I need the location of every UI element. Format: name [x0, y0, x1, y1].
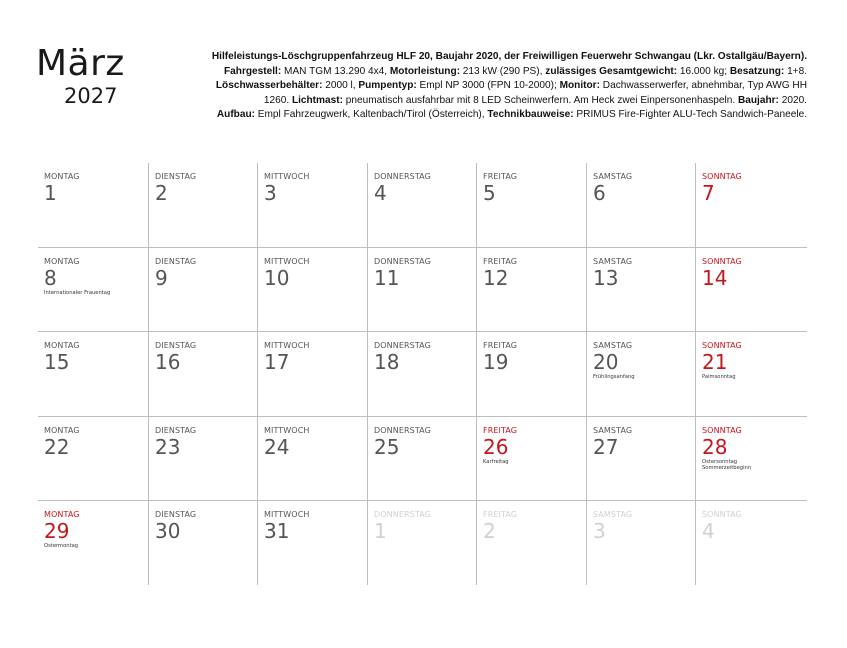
weekday-label: DIENSTAG	[155, 341, 197, 350]
description-text: Empl NP 3000 (FPN 10-2000);	[416, 80, 560, 92]
weekday-label: MITTWOCH	[264, 341, 310, 350]
description-text: Dachwasserwerfer, abnehmbar, Typ AWG HH	[599, 80, 807, 92]
weekday-label: SONNTAG	[702, 341, 742, 350]
calendar-day-cell	[476, 332, 586, 416]
weekday-label: MITTWOCH	[264, 425, 310, 435]
description-label: Löschwasserbehälter:	[215, 80, 323, 92]
calendar-week-row	[38, 331, 807, 416]
day-note: Ostermontag	[44, 543, 79, 549]
weekday-label: DIENSTAG	[155, 256, 197, 266]
description-text: 2000 l,	[322, 80, 359, 92]
weekday-label: SONNTAG	[702, 425, 742, 435]
calendar-day-cell	[38, 248, 148, 332]
description-label: Monitor:	[559, 80, 600, 92]
weekday-label: FREITAG	[483, 256, 518, 266]
description-label: Lichtmast:	[291, 94, 343, 106]
day-number: 27	[593, 434, 619, 459]
description-line-2	[167, 65, 807, 80]
day-number: 22	[44, 434, 70, 459]
description-text: 2020.	[778, 94, 807, 106]
day-number: 29	[44, 519, 70, 543]
day-number: 31	[264, 519, 290, 543]
calendar-day-cell	[148, 332, 257, 416]
weekday-label: SAMSTAG	[593, 341, 633, 350]
calendar-day-cell	[38, 163, 148, 247]
day-number: 26	[483, 434, 509, 459]
day-number: 14	[702, 265, 728, 290]
month-year: 2027	[64, 84, 118, 108]
day-number: 4	[374, 181, 387, 205]
description-line-1	[167, 50, 807, 65]
weekday-label: SAMSTAG	[593, 256, 633, 266]
month-name: März	[36, 43, 125, 84]
day-note: Frühlingsanfang	[593, 374, 635, 380]
description-line-4	[167, 94, 807, 109]
day-note: Palmsonntag	[702, 374, 736, 380]
calendar-week-row	[38, 500, 807, 585]
day-number: 9	[155, 265, 168, 290]
description-text: 16.000 kg;	[677, 65, 730, 77]
calendar-day-cell	[586, 501, 695, 585]
day-number: 3	[593, 519, 606, 543]
weekday-label: FREITAG	[483, 425, 518, 435]
calendar-day-cell	[695, 417, 807, 501]
calendar-day-cell	[257, 332, 367, 416]
day-number: 24	[264, 434, 290, 459]
day-number: 20	[593, 350, 619, 374]
day-number: 3	[264, 181, 277, 205]
calendar-day-cell	[148, 163, 257, 247]
calendar-day-cell	[586, 248, 695, 332]
description-label: Aufbau:	[216, 109, 255, 121]
day-number: 6	[593, 181, 606, 205]
calendar-day-cell	[367, 417, 476, 501]
description-title: Hilfeleistungs-Löschgruppenfahrzeug HLF 20, Baujahr 2020, der Freiwilligen Feuerwehr Schwangau (Lkr. Ostallgäu/Bayern).	[211, 51, 807, 62]
weekday-label: MITTWOCH	[264, 510, 310, 519]
calendar-day-cell	[257, 248, 367, 332]
weekday-label: FREITAG	[483, 341, 518, 350]
description-text: pneumatisch ausfahrbar mit 8 LED Scheinwerfern. Am Heck zwei Einpersonenhaspeln.	[342, 94, 738, 106]
calendar-day-cell	[476, 501, 586, 585]
calendar-day-cell	[476, 248, 586, 332]
description-text: MAN TGM 13.290 4x4,	[281, 65, 390, 77]
day-note: Karfreitag	[483, 458, 509, 465]
weekday-label: FREITAG	[483, 510, 518, 519]
description-label: Technikbauweise:	[487, 109, 574, 121]
calendar-day-cell	[367, 501, 476, 585]
description-text: 213 kW (290 PS),	[459, 65, 546, 77]
weekday-label: DIENSTAG	[155, 425, 197, 435]
day-note: Sommerzeitbeginn	[702, 465, 752, 472]
weekday-label: FREITAG	[483, 172, 518, 181]
day-number: 25	[374, 434, 400, 459]
weekday-label: DIENSTAG	[155, 172, 197, 181]
calendar-day-cell	[148, 248, 257, 332]
calendar-day-cell	[695, 248, 807, 332]
calendar-day-cell	[695, 332, 807, 416]
description-line-5	[167, 108, 807, 123]
day-number: 19	[483, 350, 509, 374]
day-number: 8	[44, 265, 57, 290]
description-label: Besatzung:	[729, 65, 785, 77]
calendar-day-cell	[257, 163, 367, 247]
calendar-day-cell	[367, 332, 476, 416]
vehicle-description	[167, 50, 807, 123]
day-number: 5	[483, 181, 496, 205]
day-note: Ostersonntag	[702, 458, 738, 465]
weekday-label: SONNTAG	[702, 510, 742, 519]
calendar-day-cell	[476, 417, 586, 501]
calendar-grid	[38, 163, 807, 585]
day-number: 10	[264, 265, 290, 290]
description-label: zulässiges Gesamtgewicht:	[545, 65, 678, 77]
day-number: 23	[155, 434, 181, 459]
weekday-label: MONTAG	[44, 172, 80, 181]
weekday-label: DONNERSTAG	[374, 172, 431, 181]
description-text: 1260.	[263, 94, 292, 106]
calendar-day-cell	[38, 332, 148, 416]
description-label: Baujahr:	[737, 94, 779, 106]
day-number: 7	[702, 181, 715, 205]
day-number: 15	[44, 350, 70, 374]
day-number: 30	[155, 519, 181, 543]
weekday-label: MITTWOCH	[264, 172, 310, 181]
day-number: 28	[702, 434, 728, 459]
weekday-label: MONTAG	[44, 256, 80, 266]
weekday-label: DIENSTAG	[155, 510, 197, 519]
calendar-day-cell	[586, 332, 695, 416]
day-number: 11	[374, 265, 400, 290]
description-text: 1+8.	[784, 65, 807, 77]
day-number: 18	[374, 350, 400, 374]
description-label: Pumpentyp:	[358, 80, 417, 92]
calendar-day-cell	[586, 163, 695, 247]
weekday-label: SAMSTAG	[593, 425, 633, 435]
day-number: 17	[264, 350, 290, 374]
calendar-day-cell	[148, 501, 257, 585]
day-number: 21	[702, 350, 728, 374]
calendar-day-cell	[586, 417, 695, 501]
weekday-label: SAMSTAG	[593, 172, 633, 181]
day-number: 1	[44, 181, 57, 205]
calendar-day-cell	[257, 501, 367, 585]
calendar-day-cell	[38, 501, 148, 585]
calendar-day-cell	[38, 417, 148, 501]
calendar-day-cell	[695, 163, 807, 247]
calendar-day-cell	[257, 417, 367, 501]
weekday-label: DONNERSTAG	[374, 341, 431, 350]
day-number: 2	[483, 519, 496, 543]
day-number: 2	[155, 181, 168, 205]
calendar-week-row	[38, 247, 807, 332]
description-label: Motorleistung:	[389, 65, 460, 77]
weekday-label: DONNERSTAG	[374, 510, 431, 519]
calendar-week-row	[38, 163, 807, 247]
weekday-label: SAMSTAG	[593, 510, 633, 519]
day-number: 4	[702, 519, 715, 543]
day-number: 13	[593, 265, 619, 290]
calendar-week-row	[38, 416, 807, 501]
day-number: 1	[374, 519, 387, 543]
description-text: Empl Fahrzeugwerk, Kaltenbach/Tirol (Österreich),	[254, 109, 488, 121]
calendar-day-cell	[367, 248, 476, 332]
weekday-label: DONNERSTAG	[374, 256, 431, 266]
description-text: PRIMUS Fire-Fighter ALU-Tech Sandwich-Paneele.	[573, 109, 807, 121]
weekday-label: MONTAG	[44, 341, 80, 350]
calendar-day-cell	[476, 163, 586, 247]
weekday-label: SONNTAG	[702, 172, 742, 181]
weekday-label: MONTAG	[44, 425, 80, 435]
description-label: Fahrgestell:	[224, 65, 282, 77]
day-number: 16	[155, 350, 181, 374]
calendar-day-cell	[695, 501, 807, 585]
calendar-day-cell	[367, 163, 476, 247]
day-note: Internationaler Frauentag	[44, 289, 111, 296]
weekday-label: MONTAG	[44, 510, 80, 519]
description-line-3	[167, 79, 807, 94]
weekday-label: SONNTAG	[702, 256, 742, 266]
weekday-label: MITTWOCH	[264, 256, 310, 266]
weekday-label: DONNERSTAG	[374, 425, 431, 435]
calendar-day-cell	[148, 417, 257, 501]
day-number: 12	[483, 265, 509, 290]
